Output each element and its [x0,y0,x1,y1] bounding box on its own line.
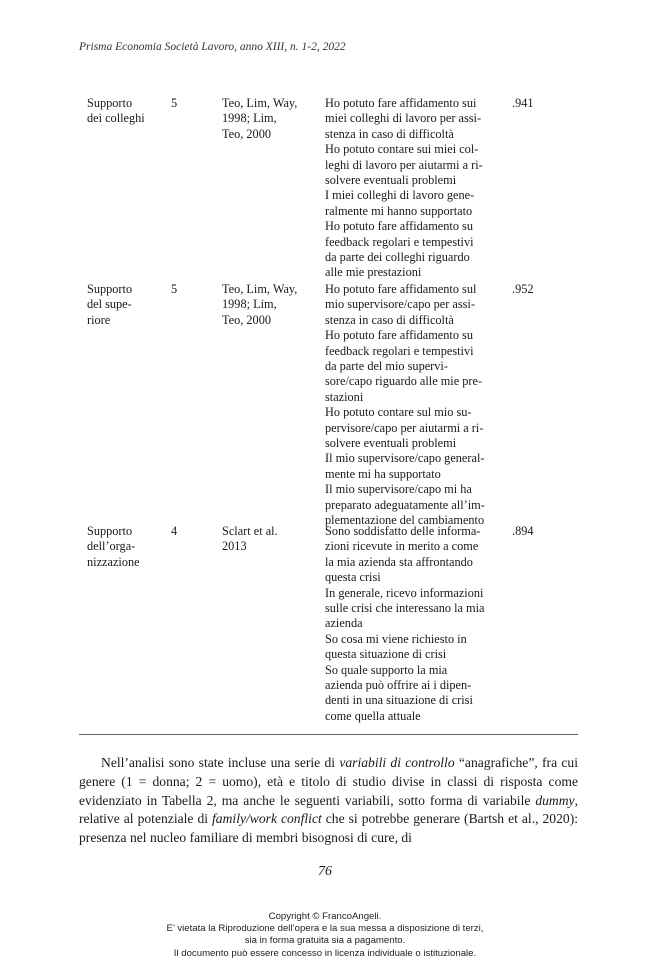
copyright-footer [0,911,650,960]
table-cell-construct: Supporto del supe- riore [87,282,133,327]
table-cell-alpha: .941 [512,96,534,110]
table-cell-questions: Ho potuto fare affidamento sul mio supervisore/capo per assi- stenza in caso di difficoltà Ho potuto fare affidamento su feedback regolari e tempestivi da parte del mio supervi- sore/capo riguardo alle mie pre- stazioni Ho potuto contare sul mio su- pervisore/capo per aiutarmi a ri- solvere eventuali problemi Il mio supervisore/capo general- mente mi ha supportato Il mio supervisore/capo mi ha preparato adeguatamente all’im- plementazione del cambiamento [325,282,485,528]
body-text-run: che si potrebbe generare (Bartsh et al., 2020): presenza nel nucleo familiare di membri bisognosi di cure, di [79,811,579,846]
table-cell-alpha: .894 [512,524,534,538]
table-row-organizzazione [79,524,578,724]
body-text-run: , relative al potenziale di [79,792,578,827]
table-row-superiore [79,282,578,528]
table-bottom-rule [79,734,578,735]
footer-line: sia in forma gratuita sia a pagamento. [244,935,406,947]
footer-line: Il documento può essere concesso in licenza individuale o istituzionale. [173,947,477,959]
table-cell-items: 5 [171,282,178,296]
page-number: 76 [318,864,332,879]
body-text-emphasis: family/work conflict [212,811,322,827]
body-text-emphasis: variabili di controllo [339,755,455,770]
running-header: Prisma Economia Società Lavoro, anno XIII, n. 1-2, 2022 [79,41,346,53]
table-cell-items: 5 [171,96,178,110]
footer-line: E’ vietata la Riproduzione dell’opera e la sua messa a disposizione di terzi, [166,923,484,935]
body-text-run: “anagrafiche”, fra cui genere (1 = donna; 2 = uomo), età e titolo di studio divise in classi di risposta come evidenziato in Tabella 2, ma anche le seguenti variabili, sotto forma di variabile [79,755,579,808]
body-paragraph [79,754,578,848]
table-cell-source: Teo, Lim, Way, 1998; Lim, Teo, 2000 [222,96,298,141]
table-cell-items: 4 [171,524,178,538]
footer-line: Copyright © FrancoAngeli. [268,911,382,922]
body-text-emphasis: dummy [535,792,575,808]
table-cell-source: Sclart et al. 2013 [222,524,278,554]
table-cell-questions: Ho potuto fare affidamento sui miei colleghi di lavoro per assi- stenza in caso di difficoltà Ho potuto contare sui miei col- leghi di lavoro per aiutarmi a ri- solvere eventuali problemi I miei colleghi di lavoro gene- ralmente mi hanno supportato Ho potuto fare affidamento su feedback regolari e tempestivi da parte dei colleghi riguardo alle mie prestazioni [325,96,483,280]
table-cell-construct: Supporto dei colleghi [87,96,145,126]
table-cell-construct: Supporto dell’orga- nizzazione [87,524,140,569]
table-cell-questions: Sono soddisfatto delle informa- zioni ricevute in merito a come la mia azienda sta affrontando questa crisi In generale, ricevo informazioni sulle crisi che interessano la mia azienda So cosa mi viene richiesto in questa situazione di crisi So quale supporto la mia azienda può offrire ai i dipen- denti in una situazione di crisi come quella attuale [325,524,485,723]
scale-table [79,96,578,724]
table-cell-source: Teo, Lim, Way, 1998; Lim, Teo, 2000 [222,282,298,327]
body-text-run: Nell’analisi sono state incluse una serie di [101,755,340,770]
table-cell-alpha: .952 [512,282,534,296]
table-row-colleghi [79,96,578,282]
